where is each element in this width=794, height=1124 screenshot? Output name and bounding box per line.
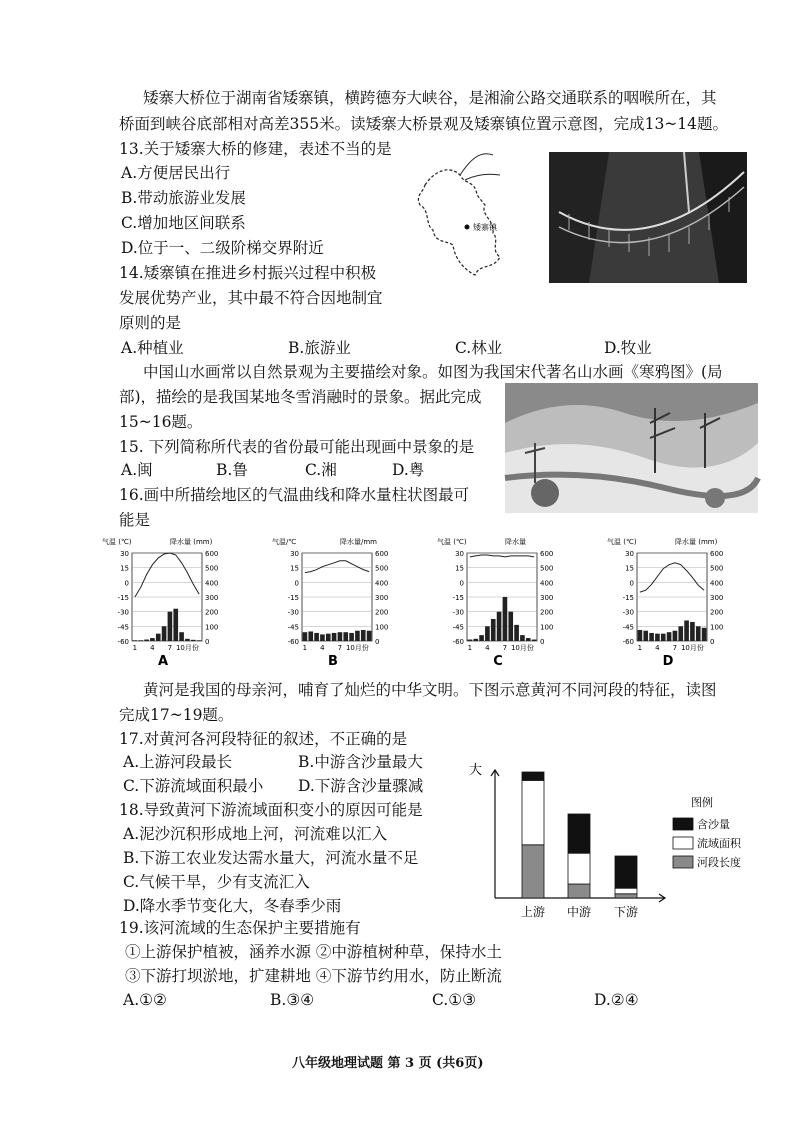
climate-ylabel-right: 降水量 (mm) [170,538,213,546]
river-bar-segment [522,845,544,898]
precip-bar [702,628,707,641]
location-map [405,145,545,280]
q14-option-b: B.旅游业 [288,339,351,357]
q19-items1: ①上游保护植被，涵养水源 ②中游植树种草，保持水土 [125,943,502,961]
climate-right-tick: 100 [710,623,724,632]
precip-bar [332,633,337,641]
q16-line1: 16.画中所描绘地区的气温曲线和降水量柱状图最可 [119,486,470,504]
climate-right-tick: 100 [540,623,554,632]
climate-left-tick: 30 [120,550,129,558]
intro3-line2: 完成17~19题。 [119,706,234,724]
precip-bar [133,640,138,641]
climate-ylabel-left: 气温/℃ [272,538,297,546]
precip-bar [508,612,513,641]
precip-bar [314,633,319,641]
climate-x-end: 10月份 [175,644,199,652]
river-bar-segment [522,772,544,780]
precip-bar [643,631,648,641]
precip-bar [320,634,325,641]
q18-option-d: D.降水季节变化大，冬春季少雨 [123,897,342,915]
precip-bar [655,634,660,641]
intro1-line2: 桥面到峡谷底部相对高差355米。读矮寨大桥景观及矮寨镇位置示意图，完成13~14题。 [119,115,729,133]
temp-line [640,563,704,592]
climate-ylabel-left: 气温 (℃) [102,538,132,546]
precip-bar [185,639,190,641]
precip-bar [179,632,184,641]
climate-chart-d [607,537,723,669]
precip-bar [162,626,167,641]
climate-x-tick: 4 [320,644,325,652]
q17-option-a: A.上游河段最长 [123,753,233,771]
q17-option-b: B.中游含沙量最大 [298,753,423,771]
precip-bar [661,634,666,641]
q19-option-a: A.①② [123,991,167,1009]
climate-right-tick: 400 [205,579,219,588]
precip-bar [491,619,496,641]
river-category-label: 上游 [520,905,546,919]
climate-chart-b [272,537,388,669]
climate-right-tick: 600 [540,550,554,558]
climate-right-tick: 600 [205,550,219,558]
precip-bar [690,622,695,641]
river-category-label: 下游 [613,905,639,919]
q13-option-a: A.方便居民出行 [121,164,231,182]
climate-right-tick: 0 [540,638,545,646]
climate-x-tick: 4 [150,644,155,652]
climate-x-tick: 7 [672,644,678,652]
river-legend-swatch [673,837,693,849]
climate-left-tick: -30 [622,608,634,617]
precip-bar [503,597,508,641]
climate-left-tick: 0 [124,579,129,588]
q14-option-d: D.牧业 [604,339,652,357]
climate-left-tick: 0 [629,579,634,588]
climate-x-end: 10月份 [680,644,704,652]
q16-line2: 能是 [119,511,151,529]
q15-option-d: D.粤 [392,461,425,479]
precip-bar [361,630,366,641]
precip-bar [168,612,173,641]
climate-right-tick: 500 [540,564,554,573]
river-category-label: 中游 [566,905,592,919]
climate-right-tick: 0 [205,638,210,646]
climate-left-tick: 0 [294,579,299,588]
climate-right-tick: 300 [205,594,219,602]
climate-left-tick: -60 [287,638,299,646]
climate-right-tick: 400 [375,579,389,588]
precip-bar [667,632,672,641]
precip-bar [343,632,348,641]
precip-bar [638,630,643,641]
q19-stem: 19.该河流域的生态保护主要措施有 [119,919,361,937]
climate-ylabel-right: 降水量 (mm) [675,538,718,546]
climate-left-tick: 0 [459,579,464,588]
bridge-photo [549,152,747,283]
map-label: 矮寨镇 [473,223,497,232]
q13-option-c: C.增加地区间联系 [121,214,246,232]
intro2-line3: 15~16题。 [119,413,203,431]
precip-bar [349,633,354,641]
precip-bar [468,640,473,641]
intro2-line2: 部)，描绘的是我国某地冬雪消融时的景象。据此完成 [119,388,482,406]
precip-bar [479,635,484,641]
q14-line3: 原则的是 [119,314,182,332]
climate-right-tick: 400 [710,579,724,588]
precip-bar [191,640,196,641]
precip-bar [684,620,689,641]
climate-right-tick: 300 [710,594,724,602]
climate-ylabel-left: 气温 (℃) [437,538,467,546]
climate-left-tick: -60 [452,638,464,646]
precip-bar [173,609,178,641]
climate-right-tick: 0 [710,638,715,646]
climate-chart-label: C [493,654,503,669]
q15-stem: 15. 下列简称所代表的省份最可能出现画中景象的是 [119,438,475,456]
climate-x-tick: 4 [485,644,490,652]
climate-ylabel-right: 降水量 [505,538,526,546]
river-chart [465,758,765,923]
climate-left-tick: 15 [625,564,634,573]
climate-chart-label: A [157,654,169,669]
climate-left-tick: 15 [120,564,129,573]
river-bar-segment [615,894,637,898]
river-ylabel: 大 [469,763,483,778]
precip-bar [144,640,149,641]
q19-option-c: C.①③ [432,991,477,1009]
climate-left-tick: -45 [452,623,464,632]
climate-right-tick: 500 [205,564,219,573]
q15-option-b: B.鲁 [216,461,248,479]
climate-right-tick: 200 [710,608,724,617]
q17-option-c: C.下游流域面积最小 [123,777,264,795]
precip-bar [355,631,360,641]
climate-right-tick: 500 [375,564,389,573]
climate-left-tick: -45 [287,623,299,632]
climate-left-tick: -15 [452,594,464,602]
river-legend-label: 河段长度 [697,856,741,869]
precip-bar [156,634,161,641]
river-legend-label: 流域面积 [697,837,741,850]
climate-chart-label: B [328,654,338,669]
precip-bar [326,634,331,641]
precip-bar [150,638,155,641]
precip-bar [303,632,308,641]
climate-x-tick: 7 [502,644,508,652]
temp-line [305,561,369,573]
q15-option-c: C.湘 [305,461,337,479]
river-bar-segment [568,884,590,898]
precip-bar [197,640,202,641]
page-footer: 八年级地理试题 第 3 页 (共6页) [292,1056,484,1071]
climate-left-tick: -45 [622,623,634,632]
river-bar-segment [522,780,544,844]
precip-bar [485,626,490,641]
climate-x-tick: 1 [637,644,643,652]
climate-left-tick: -15 [622,594,634,602]
river-bar-segment [615,888,637,894]
precip-bar [497,612,502,641]
precip-bar [696,626,701,641]
q18-stem: 18.导致黄河下游流域面积变小的原因可能是 [119,801,423,819]
climate-left-tick: -60 [117,638,129,646]
q18-option-c: C.气候干旱，少有支流汇入 [123,873,310,891]
q17-option-d: D.下游含沙量骤减 [298,777,424,795]
q13-stem: 13.关于矮寨大桥的修建，表述不当的是 [119,140,392,158]
climate-right-tick: 200 [205,608,219,617]
q19-option-b: B.③④ [270,991,315,1009]
q14-line1: 14.矮寨镇在推进乡村振兴过程中积极 [119,264,377,282]
q14-line2: 发展优势产业，其中最不符合因地制宜 [119,289,383,307]
climate-right-tick: 200 [375,608,389,617]
q15-option-a: A.闽 [121,461,153,479]
climate-left-tick: -15 [117,594,129,602]
river-legend-title: 图例 [691,796,713,809]
intro2-line1: 中国山水画常以自然景观为主要描绘对象。如图为我国宋代著名山水画《寒鸦图》(局 [143,363,723,381]
river-legend-swatch [673,856,693,868]
river-legend-label: 含沙量 [697,818,730,831]
climate-left-tick: -45 [117,623,129,632]
climate-left-tick: 30 [625,550,634,558]
climate-ylabel-left: 气温 (℃) [607,538,637,546]
intro3-line1: 黄河是我国的母亲河，哺育了灿烂的中华文明。下图示意黄河不同河段的特征，读图 [143,681,717,699]
climate-x-tick: 1 [467,644,473,652]
climate-chart-c [437,537,553,669]
climate-right-tick: 0 [375,638,380,646]
climate-x-tick: 1 [132,644,138,652]
climate-right-tick: 300 [375,594,389,602]
intro1-line1: 矮寨大桥位于湖南省矮寨镇，横跨德夯大峡谷，是湘渝公路交通联系的咽喉所在，其 [143,89,717,107]
precip-bar [520,635,525,641]
precip-bar [338,632,343,641]
climate-right-tick: 300 [540,594,554,602]
q14-option-a: A.种植业 [121,339,184,357]
climate-right-tick: 400 [540,579,554,588]
climate-left-tick: -30 [117,608,129,617]
precip-bar [473,639,478,641]
climate-chart-label: D [662,654,674,669]
climate-right-tick: 100 [205,623,219,632]
climate-x-tick: 4 [655,644,660,652]
climate-chart-a [102,537,218,669]
precip-bar [649,633,654,641]
climate-x-tick: 1 [302,644,308,652]
q19-option-d: D.②④ [594,991,639,1009]
precip-bar [367,631,372,641]
precip-bar [532,640,537,641]
q14-option-c: C.林业 [455,339,503,357]
painting-image [505,383,758,513]
river-bar-segment [615,856,637,888]
climate-right-tick: 100 [375,623,389,632]
climate-ylabel-right: 降水量/mm [340,538,377,546]
q17-stem: 17.对黄河各河段特征的叙述，不正确的是 [119,730,408,748]
climate-right-tick: 600 [710,550,724,558]
climate-left-tick: 30 [290,550,299,558]
river-legend-swatch [673,818,693,830]
precip-bar [678,626,683,641]
aizhai-town-marker [465,225,470,230]
climate-left-tick: 15 [455,564,464,573]
climate-left-tick: 15 [290,564,299,573]
precip-bar [138,640,143,641]
precip-bar [308,631,313,641]
climate-left-tick: -30 [287,608,299,617]
q19-items2: ③下游打坝淤地，扩建耕地 ④下游节约用水，防止断流 [125,967,502,985]
river-bar-segment [568,814,590,853]
precip-bar [526,638,531,641]
climate-charts [100,535,724,670]
climate-left-tick: -60 [622,638,634,646]
climate-right-tick: 500 [710,564,724,573]
climate-x-end: 10月份 [345,644,369,652]
q18-option-b: B.下游工农业发达需水量大，河流水量不足 [123,849,419,867]
climate-x-tick: 7 [167,644,173,652]
precip-bar [514,625,519,641]
precip-bar [673,631,678,641]
climate-right-tick: 200 [540,608,554,617]
climate-x-tick: 7 [337,644,343,652]
q13-option-d: D.位于一、二级阶梯交界附近 [121,239,324,257]
climate-left-tick: -30 [452,608,464,617]
climate-left-tick: 30 [455,550,464,558]
climate-right-tick: 600 [375,550,389,558]
river-bar-segment [568,853,590,884]
q18-option-a: A.泥沙沉积形成地上河，河流难以汇入 [123,825,388,843]
q13-option-b: B.带动旅游业发展 [121,189,246,207]
climate-x-end: 10月份 [510,644,534,652]
temp-line [470,555,534,557]
climate-left-tick: -15 [287,594,299,602]
temp-line [135,553,199,597]
